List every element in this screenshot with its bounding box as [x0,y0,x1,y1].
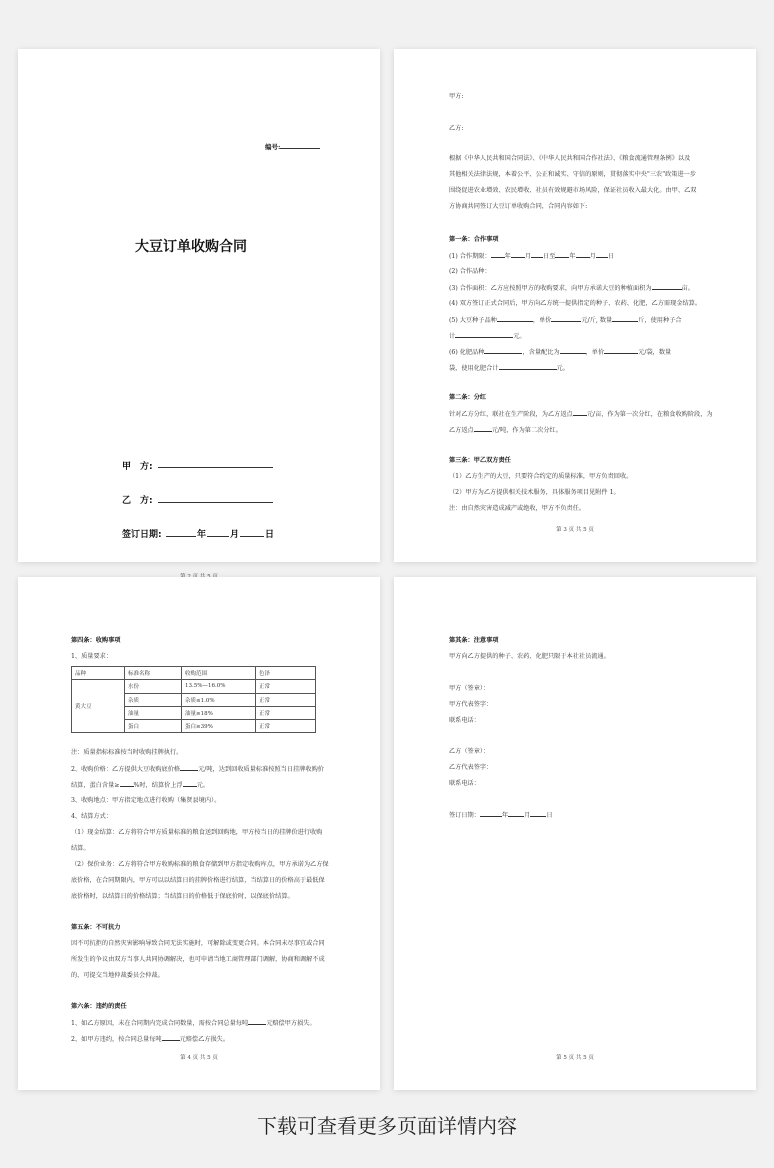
clause-line: 3、收购地点：甲方指定地点进行收购（集贤县境内）。 [71,797,221,804]
quality-table [71,666,316,733]
clause-line: 结算。 [71,845,90,852]
clause-line: 乙方返点 元/吨，作为第二次分红。 [449,427,562,434]
contract-number-label: 编号: [265,142,320,151]
section-7-title: 第其条：注意事项 [449,637,499,644]
party-a-label: 甲 方: [122,462,153,472]
intro-line: 其他相关法律法规，本着公平、公正和诚实、守信的原则，贯彻落实中央"三农"政策进一步 [449,171,697,178]
party-b-seal-label: 乙方（签章）： [449,748,490,755]
clause-line: 底价格时，以结算日的价格结算；当结算日的价格低于保底价时，以保底价结算。 [71,893,294,900]
clause-line: (2) 合作品种： [449,268,491,275]
intro-line: 方协商共同签订大豆订单收购合同，合同内容如下: [449,203,588,210]
clause-line: 因不可抗拒的自然灾害影响导致合同无法实施时，可解除或变更合同。本合同未尽事宜或合同 [71,940,325,947]
clause-line: 所发生的争议由双方当事人共同协调解决，也可申请当地工商管理部门调解，协商和调解不成 [71,956,325,963]
party-b-phone-label: 联系电话： [449,780,480,787]
clause-line: (6) 化肥品种 ，含量配比为 ，单价 元/袋，数量 [449,349,672,356]
clause-line: （1）现金结算：乙方将符合甲方质量标准的粮食送到回购地，甲方按当日的挂牌价进行收购 [71,829,323,836]
party-b-label: 乙 方: [122,496,153,506]
party-b-rep-label: 乙方代表签字： [449,764,493,771]
clause-line: （2）保价业务：乙方将符合甲方收购标准的粮食存储到甲方指定收购库点，甲方承诺为乙方保 [71,861,329,868]
document-page-4 [18,577,380,1090]
party-a-rep-label: 甲方代表签字： [449,701,493,708]
sign-date-label: 签订日期: [122,530,162,540]
sign-date-line: 签订日期： 年 月 日 [449,812,553,819]
section-1-title: 第一条：合作事项 [449,236,499,243]
party-b-label: 乙方: [449,125,464,132]
intro-line: 根据《中华人民共和国合同法》、《中华人民共和国合作社法》、《粮食流通管理条例》以及 [449,155,691,162]
table-row: 油量 油量≥18% 正常 [72,706,316,719]
clause-line: 计 元。 [449,333,526,340]
page-footer: 第 3 页 共 5 页 [556,527,594,533]
download-caption: 下载可查看更多页面详情内容 [257,1114,517,1138]
quality-requirement-label: 1、质量要求： [71,653,113,660]
page-footer: 第 4 页 共 5 页 [180,1055,218,1061]
party-a-field [158,467,273,468]
document-page-5 [394,577,756,1090]
clause-line: （1）乙方生产的大豆，只要符合约定的质量标准，甲方负责回收。 [449,473,633,480]
section-5-title: 第五条：不可抗力 [71,924,121,931]
clause-line: 甲方向乙方提供的种子、农药、化肥只限于本社社员流通。 [449,653,610,660]
clause-line: (3) 合作面积：乙方应按照甲方的收购要求，向甲方承诺大豆的种植面积为 亩。 [449,285,694,292]
document-page-2: 编号: 大豆订单收购合同 甲 方: 乙 方: 签订日期: 年 月 日 [18,49,380,562]
clause-line: 2、收购价格：乙方提供大豆收购底价格 元/吨，达到回收质量标准按照当日挂牌收购价 [71,766,324,773]
table-row: 黄大豆 水份 13.5%—16.0% 正常 [72,680,316,693]
page-footer: 第 5 页 共 5 页 [556,1055,594,1061]
clause-line: 结算，蛋白含量≥ %时，结算价上浮 元。 [71,782,210,789]
party-a-phone-label: 联系电话： [449,717,480,724]
table-row: 杂质 杂质≤1.0% 正常 [72,693,316,706]
clause-line: 2、如甲方违约，按合同总量每吨 元赔偿乙方损失。 [71,1036,230,1043]
clause-line: 的，可提交当地仲裁委员会仲裁。 [71,972,164,979]
clause-line: 底价格，在合同期限内，甲方可以以结算日的挂牌价格进行结算，当结算日的价格高于最低保 [71,877,325,884]
party-a-seal-label: 甲方（签章）： [449,685,490,692]
section-4-title: 第四条：收购事项 [71,637,121,644]
clause-line: 注：由自然灾害造成减产或绝收，甲方不负责任。 [449,505,586,512]
clause-line: 针对乙方分红，联社在生产阶段，为乙方返点 元/亩，作为第一次分红，在粮食收购阶段，为 [449,411,713,418]
party-a-label: 甲方: [449,93,464,100]
clause-line: 4、结算方式： [71,813,113,820]
table-header-row: 品种 标准名称 收购范围 色泽 [72,667,316,680]
variety-cell: 黄大豆 [72,680,125,733]
document-page-3 [394,49,756,562]
table-note: 注：质量指标标准按当时收购挂牌执行。 [71,749,183,756]
clause-line: 袋，使用化肥合计 元。 [449,365,569,372]
section-6-title: 第六条：违约的责任 [71,1003,127,1010]
section-2-title: 第二条：分红 [449,394,487,401]
section-3-title: 第三条：甲乙双方责任 [449,457,511,464]
table-row: 蛋白 蛋白≥39% 正常 [72,720,316,733]
clause-line: 1、如乙方原因，未在合同期内完成合同数量，需按合同总量每吨 元赔偿甲方损失。 [71,1020,316,1027]
clause-line: (4) 双方签订正式合同后，甲方向乙方统一提供指定的种子、农药、化肥，乙方需现金结算。 [449,300,702,307]
clause-line: (5) 大豆种子品种 ，单价 元/斤, 数量 斤，使用种子合 [449,317,682,324]
party-b-field [158,502,273,503]
clause-line: (1) 合作期限： 年 月 日至 年 月 日 [449,253,614,260]
clause-line: （2）甲方为乙方提供相关技术服务，具体服务项目见附件 1。 [449,489,620,496]
intro-line: 围绕促进农业增效、农民增收、社员有效规避市场风险，保证社员收入最大化。由甲、乙双 [449,187,697,194]
contract-title: 大豆订单收购合同 [135,239,247,255]
